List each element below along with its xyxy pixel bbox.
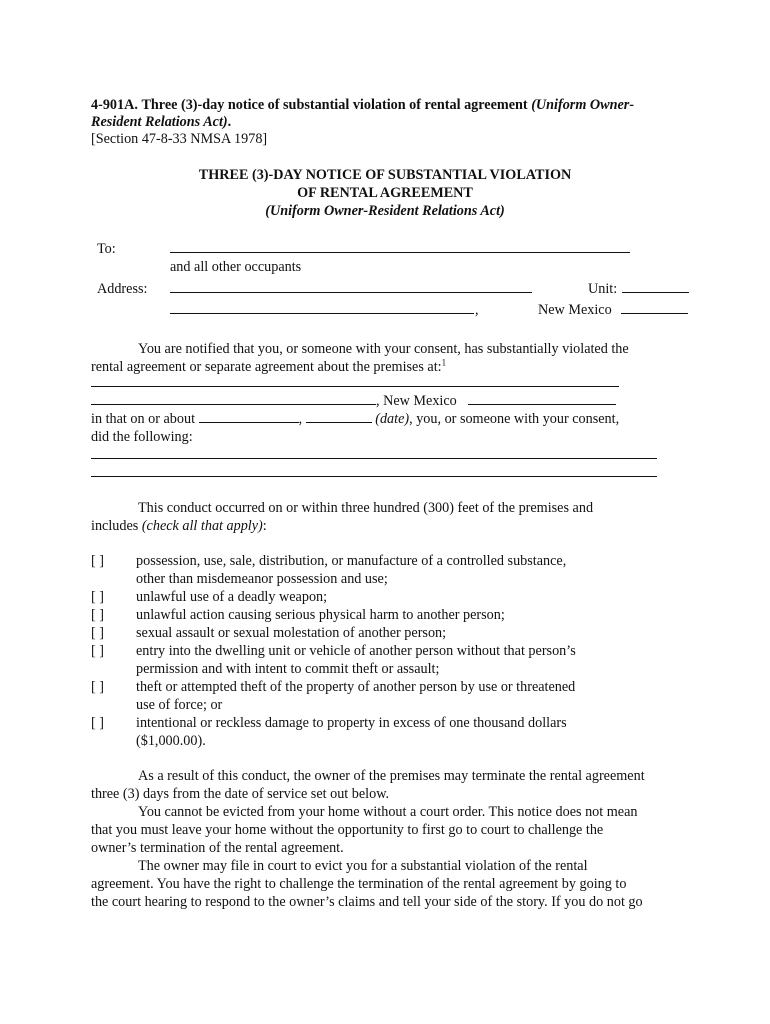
check-colon: : [262, 518, 267, 534]
rule-act-part1: (Uniform Owner- [531, 97, 635, 113]
rule-number: 4-901A. [91, 97, 138, 113]
on-or-about-text: in that on or about [91, 411, 196, 427]
includes-text: includes [91, 518, 139, 534]
checkbox-unlawful-entry[interactable]: [ ] [91, 643, 104, 659]
address-label: Address: [97, 281, 148, 297]
checkbox-theft[interactable]: [ ] [91, 679, 104, 695]
premises-address-field[interactable] [91, 386, 619, 387]
date-label: (date) [375, 411, 410, 427]
checkbox-physical-harm[interactable]: [ ] [91, 607, 104, 623]
notice-para-line2-text: rental agreement or separate agreement about the premises at: [91, 359, 442, 375]
item-controlled-substance-line2: other than misdemeanor possession and use; [136, 571, 388, 587]
premises-state: , New Mexico [376, 393, 457, 409]
rule-title: Three (3)-day notice of substantial violation of rental agreement [141, 97, 528, 113]
item-theft-line1: theft or attempted theft of the property of another person by use or threatened [136, 679, 576, 695]
item-property-damage-line1: intentional or reckless damage to property in excess of one thousand dollars [136, 715, 567, 731]
check-all-text: (check all that apply) [141, 518, 263, 534]
on-or-about-line [91, 410, 619, 428]
did-following-text: did the following: [91, 429, 193, 445]
date-comma: , [298, 411, 303, 427]
notice-para-line1: You are notified that you, or someone with your consent, has substantially violated the [138, 341, 629, 357]
eviction-line1: You cannot be evicted from your home without a court order. This notice does not mean [138, 804, 638, 820]
eviction-line3: owner’s termination of the rental agreement. [91, 840, 344, 856]
rule-act-period: . [227, 114, 232, 130]
checkbox-property-damage[interactable]: [ ] [91, 715, 104, 731]
to-label: To: [97, 241, 116, 257]
eviction-line2: that you must leave your home without the opportunity to first go to court to challenge the [91, 822, 604, 838]
form-title-line2: OF RENTAL AGREEMENT [297, 185, 473, 201]
conduct-description-line2[interactable] [91, 476, 657, 477]
form-subtitle: (Uniform Owner-Resident Relations Act) [265, 203, 505, 219]
item-unlawful-entry-line1: entry into the dwelling unit or vehicle of another person without that person’s [136, 643, 576, 659]
item-unlawful-entry-line2: permission and with intent to commit theft or assault; [136, 661, 440, 677]
checkbox-deadly-weapon[interactable]: [ ] [91, 589, 104, 605]
result-line1: As a result of this conduct, the owner of the premises may terminate the rental agreement [138, 768, 645, 784]
item-sexual-assault: sexual assault or sexual molestation of another person; [136, 625, 447, 641]
occupants-text: and all other occupants [170, 259, 302, 275]
form-title-line1: THREE (3)-DAY NOTICE OF SUBSTANTIAL VIOLATION [198, 167, 572, 183]
unit-label: Unit: [588, 281, 618, 297]
address-street-field[interactable] [170, 292, 532, 293]
item-physical-harm: unlawful action causing serious physical harm to another person; [136, 607, 505, 623]
state-label: New Mexico [538, 302, 612, 318]
conduct-intro-line2 [91, 517, 267, 535]
conduct-description-line1[interactable] [91, 458, 657, 459]
item-deadly-weapon: unlawful use of a deadly weapon; [136, 589, 328, 605]
item-theft-line2: use of force; or [136, 697, 223, 713]
rule-act-part2: Resident Relations Act) [91, 114, 228, 130]
court-line3: the court hearing to respond to the owner’s claims and tell your side of the story. If you do not go [91, 894, 643, 910]
court-line2: agreement. You have the right to challenge the termination of the rental agreement by going to [91, 876, 627, 892]
statute-section: [Section 47-8-33 NMSA 1978] [91, 131, 268, 147]
address-city-field[interactable] [170, 313, 474, 314]
to-name-field[interactable] [170, 252, 630, 253]
item-controlled-substance-line1: possession, use, sale, distribution, or manufacture of a controlled substance, [136, 553, 567, 569]
checkbox-controlled-substance[interactable]: [ ] [91, 553, 104, 569]
rule-heading [91, 96, 634, 114]
incident-year-field[interactable] [306, 410, 372, 423]
premises-zip-field[interactable] [468, 404, 616, 405]
consent-text: , you, or someone with your consent, [409, 411, 620, 427]
unit-field[interactable] [622, 292, 689, 293]
conduct-intro-line1: This conduct occurred on or within three hundred (300) feet of the premises and [138, 500, 594, 516]
court-line1: The owner may file in court to evict you for a substantial violation of the rental [138, 858, 588, 874]
zip-field[interactable] [621, 313, 688, 314]
item-property-damage-line2: ($1,000.00). [136, 733, 206, 749]
notice-para-line2 [91, 358, 446, 376]
checkbox-sexual-assault[interactable]: [ ] [91, 625, 104, 641]
incident-date-field[interactable] [199, 410, 299, 423]
footnote-marker: 1 [441, 357, 447, 368]
address-comma: , [475, 302, 479, 318]
premises-city-field[interactable] [91, 404, 376, 405]
result-line2: three (3) days from the date of service set out below. [91, 786, 390, 802]
rule-heading-cont [91, 113, 231, 131]
